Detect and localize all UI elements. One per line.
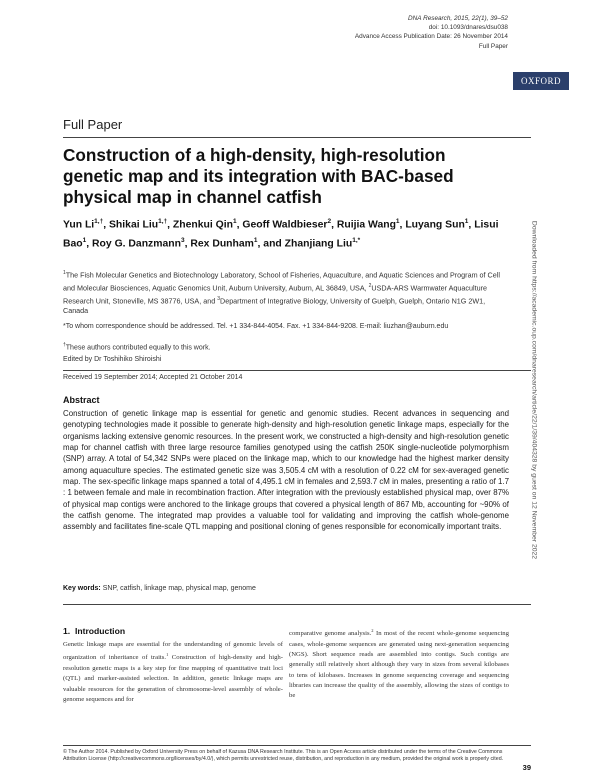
- author-separator: ,: [468, 219, 475, 231]
- keywords-label: Key words:: [63, 585, 101, 592]
- oxford-logo: OXFORD: [513, 72, 569, 90]
- page-number: 39: [522, 763, 531, 772]
- journal-header: [268, 14, 508, 51]
- keywords: [63, 584, 509, 594]
- author-affiliation-marker: 1,†: [158, 218, 168, 225]
- author-name[interactable]: Lisui Bao: [63, 219, 499, 250]
- author-affiliation-marker: 1: [253, 237, 258, 245]
- article-title: Construction of a high-density, high-resolution genetic map and its integration with BAC-based physical map in channel catfish: [63, 145, 454, 207]
- equal-contribution-note: [63, 340, 508, 353]
- divider: [63, 604, 531, 605]
- intro-text: comparative genome analysis.: [289, 630, 372, 638]
- author-affiliation-marker: 1: [464, 218, 469, 225]
- intro-text: Genetic linkage maps are essential for the understanding of genomic levels of organization of inheritance of traits.: [63, 641, 283, 662]
- abstract-text: Construction of genetic linkage map is essential for genetic and genomic studies. Recent advances in sequencing and genotyping technologies made it possible to generate high-density and high-resolution genetic linkage maps, especially for the organisms lacking extensive genomic resources. In the present work, we constructed a high-density and high-resolution genetic map for channel catfish with three large resource families genotyped using the catfish 250K single-nucleotide polymorphism (SNP) array. A total of 54,342 SNPs were placed on the linkage map, which to our knowledge had the highest marker density among aquaculture species. The estimated genetic size was 3,505.4 cM with a resolution of 0.22 cM for sex-averaged genetic map. The sex-specific linkage maps spanned a total of 4,495.1 cM in females and 2,593.7 cM in males, presenting a ratio of 1.7 : 1 between female and male in recombination fraction. After integration with the previously established physical map, over 87% of physical map contigs were anchored to the linkage groups that covered a physical length of 867 Mb, accounting for ~90% of the catfish genome. The integrated map provides a valuable tool for validating and improving the catfish whole-genome assembly and facilitates fine-scale QTL mapping and positional cloning of genes responsible for economically important traits.: [63, 409, 509, 532]
- author-name[interactable]: Ruijia Wang: [336, 219, 396, 231]
- intro-text: In most of the recent whole-genome sequencing cases, whole-genome sequences are generated using next-generation sequencing (NGS). Short sequence reads are assembled into contigs. Such contigs are generally still relatively short although they vary in sizes from several kilobases to tens of kilobases. Increases in genome sequencing coverage and sequencing libraries can increase the quality of the assembly, allowing the sizes of contigs to be: [289, 630, 509, 700]
- affiliation-marker: 1: [63, 270, 66, 276]
- intro-left-column: [63, 640, 283, 705]
- section-heading: [63, 626, 125, 636]
- affiliation-2: USDA-ARS Warmwater Aquaculture Research Unit, Stoneville, MS 38776, USA, and: [63, 283, 487, 305]
- affiliation-marker: 2: [368, 282, 372, 289]
- author-affiliation-marker: 1,†: [94, 218, 104, 225]
- intro-right-column: [289, 626, 509, 702]
- author-affiliation-marker: 1: [395, 218, 400, 225]
- download-watermark: Downloaded from https://academic.oup.com/dnaresearch/article/22/1/39/404328 by guest on 12 November 2022: [530, 220, 538, 560]
- author-separator: ,: [399, 219, 406, 231]
- author-affiliation-marker: 1: [82, 237, 87, 245]
- correspondence-note: *To whom correspondence should be addressed. Tel. +1 334-844-4054. Fax. +1 334-844-9208. E-mail: liuzhan@auburn.edu: [63, 323, 449, 330]
- section-number: 1.: [63, 626, 71, 636]
- author-separator: ,: [103, 219, 109, 231]
- divider: [63, 745, 531, 746]
- author-affiliation-marker: 1,*: [352, 237, 361, 245]
- affiliation-3: Department of Integrative Biology, University of Guelph, Guelph, Ontario N1G 2W1, Canada: [63, 295, 486, 316]
- author-separator: , and: [257, 238, 285, 250]
- equal-contribution-text: These authors contributed equally to this work.: [65, 344, 211, 352]
- author-separator: ,: [167, 219, 173, 231]
- author-list: [63, 214, 503, 253]
- author-name[interactable]: Zhenkui Qin: [172, 219, 233, 231]
- article-type: Full Paper: [478, 42, 508, 50]
- author-name[interactable]: Roy G. Danzmann: [92, 238, 181, 250]
- advance-access-date: Advance Access Publication Date: 26 November 2014: [354, 33, 508, 41]
- affiliation-1: The Fish Molecular Genetics and Biotechnology Laboratory, School of Fisheries, Aquaculture, and Aquatic Sciences and Program of Cell and Molecular Biosciences, Aquatic Genomics Unit, Auburn University, Auburn, AL 36849, USA,: [63, 270, 500, 293]
- divider: [63, 370, 531, 371]
- divider: [63, 137, 531, 138]
- author-name[interactable]: Rex Dunham: [190, 238, 254, 250]
- license-footer: © The Author 2014. Published by Oxford University Press on behalf of Kazusa DNA Research Institute. This is an Open Access article distributed under the terms of the Creative Commons Attribution License (http://creativecommons.org/licenses/by/4.0/), which permits unrestricted reuse, distribution, and reproduction in any medium, provided the original work is properly cited.: [63, 749, 504, 763]
- journal-citation: DNA Research, 2015, 22(1), 39–52: [408, 15, 508, 22]
- editor-note: Edited by Dr Toshihiko Shiroishi: [63, 356, 162, 363]
- author-separator: ,: [184, 238, 191, 250]
- keywords-list: SNP, catfish, linkage map, physical map, genome: [102, 585, 256, 592]
- dagger-marker: †: [63, 342, 66, 348]
- author-name[interactable]: Geoff Waldbieser: [242, 219, 328, 231]
- author-name[interactable]: Zhanjiang Liu: [284, 238, 353, 250]
- citation-ref[interactable]: 1: [166, 652, 169, 658]
- author-separator: ,: [86, 238, 93, 250]
- author-affiliation-marker: 2: [327, 218, 332, 225]
- author-name[interactable]: Shikai Liu: [109, 219, 159, 231]
- abstract-heading: Abstract: [63, 395, 100, 405]
- citation-ref[interactable]: 2: [371, 628, 374, 633]
- author-separator: ,: [236, 219, 243, 231]
- author-separator: ,: [331, 219, 337, 231]
- author-affiliation-marker: 3: [180, 237, 185, 245]
- paper-type-label: Full Paper: [63, 117, 123, 132]
- author-name[interactable]: Luyang Sun: [405, 219, 465, 231]
- doi[interactable]: doi: 10.1093/dnares/dsu038: [428, 24, 508, 32]
- intro-text: Construction of high-density and high-resolution genetic maps is a key step for fine mapping of quantitative trait loci (QTL) and marker-assisted selection. In addition, genetic linkage maps are valuable resources for the generation of chromosome-level assembly of whole-genome sequences and for: [63, 654, 283, 703]
- author-name[interactable]: Yun Li: [63, 219, 95, 231]
- section-title: Introduction: [74, 626, 126, 636]
- received-accepted-dates: Received 19 September 2014; Accepted 21 October 2014: [63, 374, 243, 381]
- affiliations: [63, 268, 508, 317]
- affiliation-marker: 3: [217, 295, 220, 302]
- author-affiliation-marker: 1: [232, 218, 237, 225]
